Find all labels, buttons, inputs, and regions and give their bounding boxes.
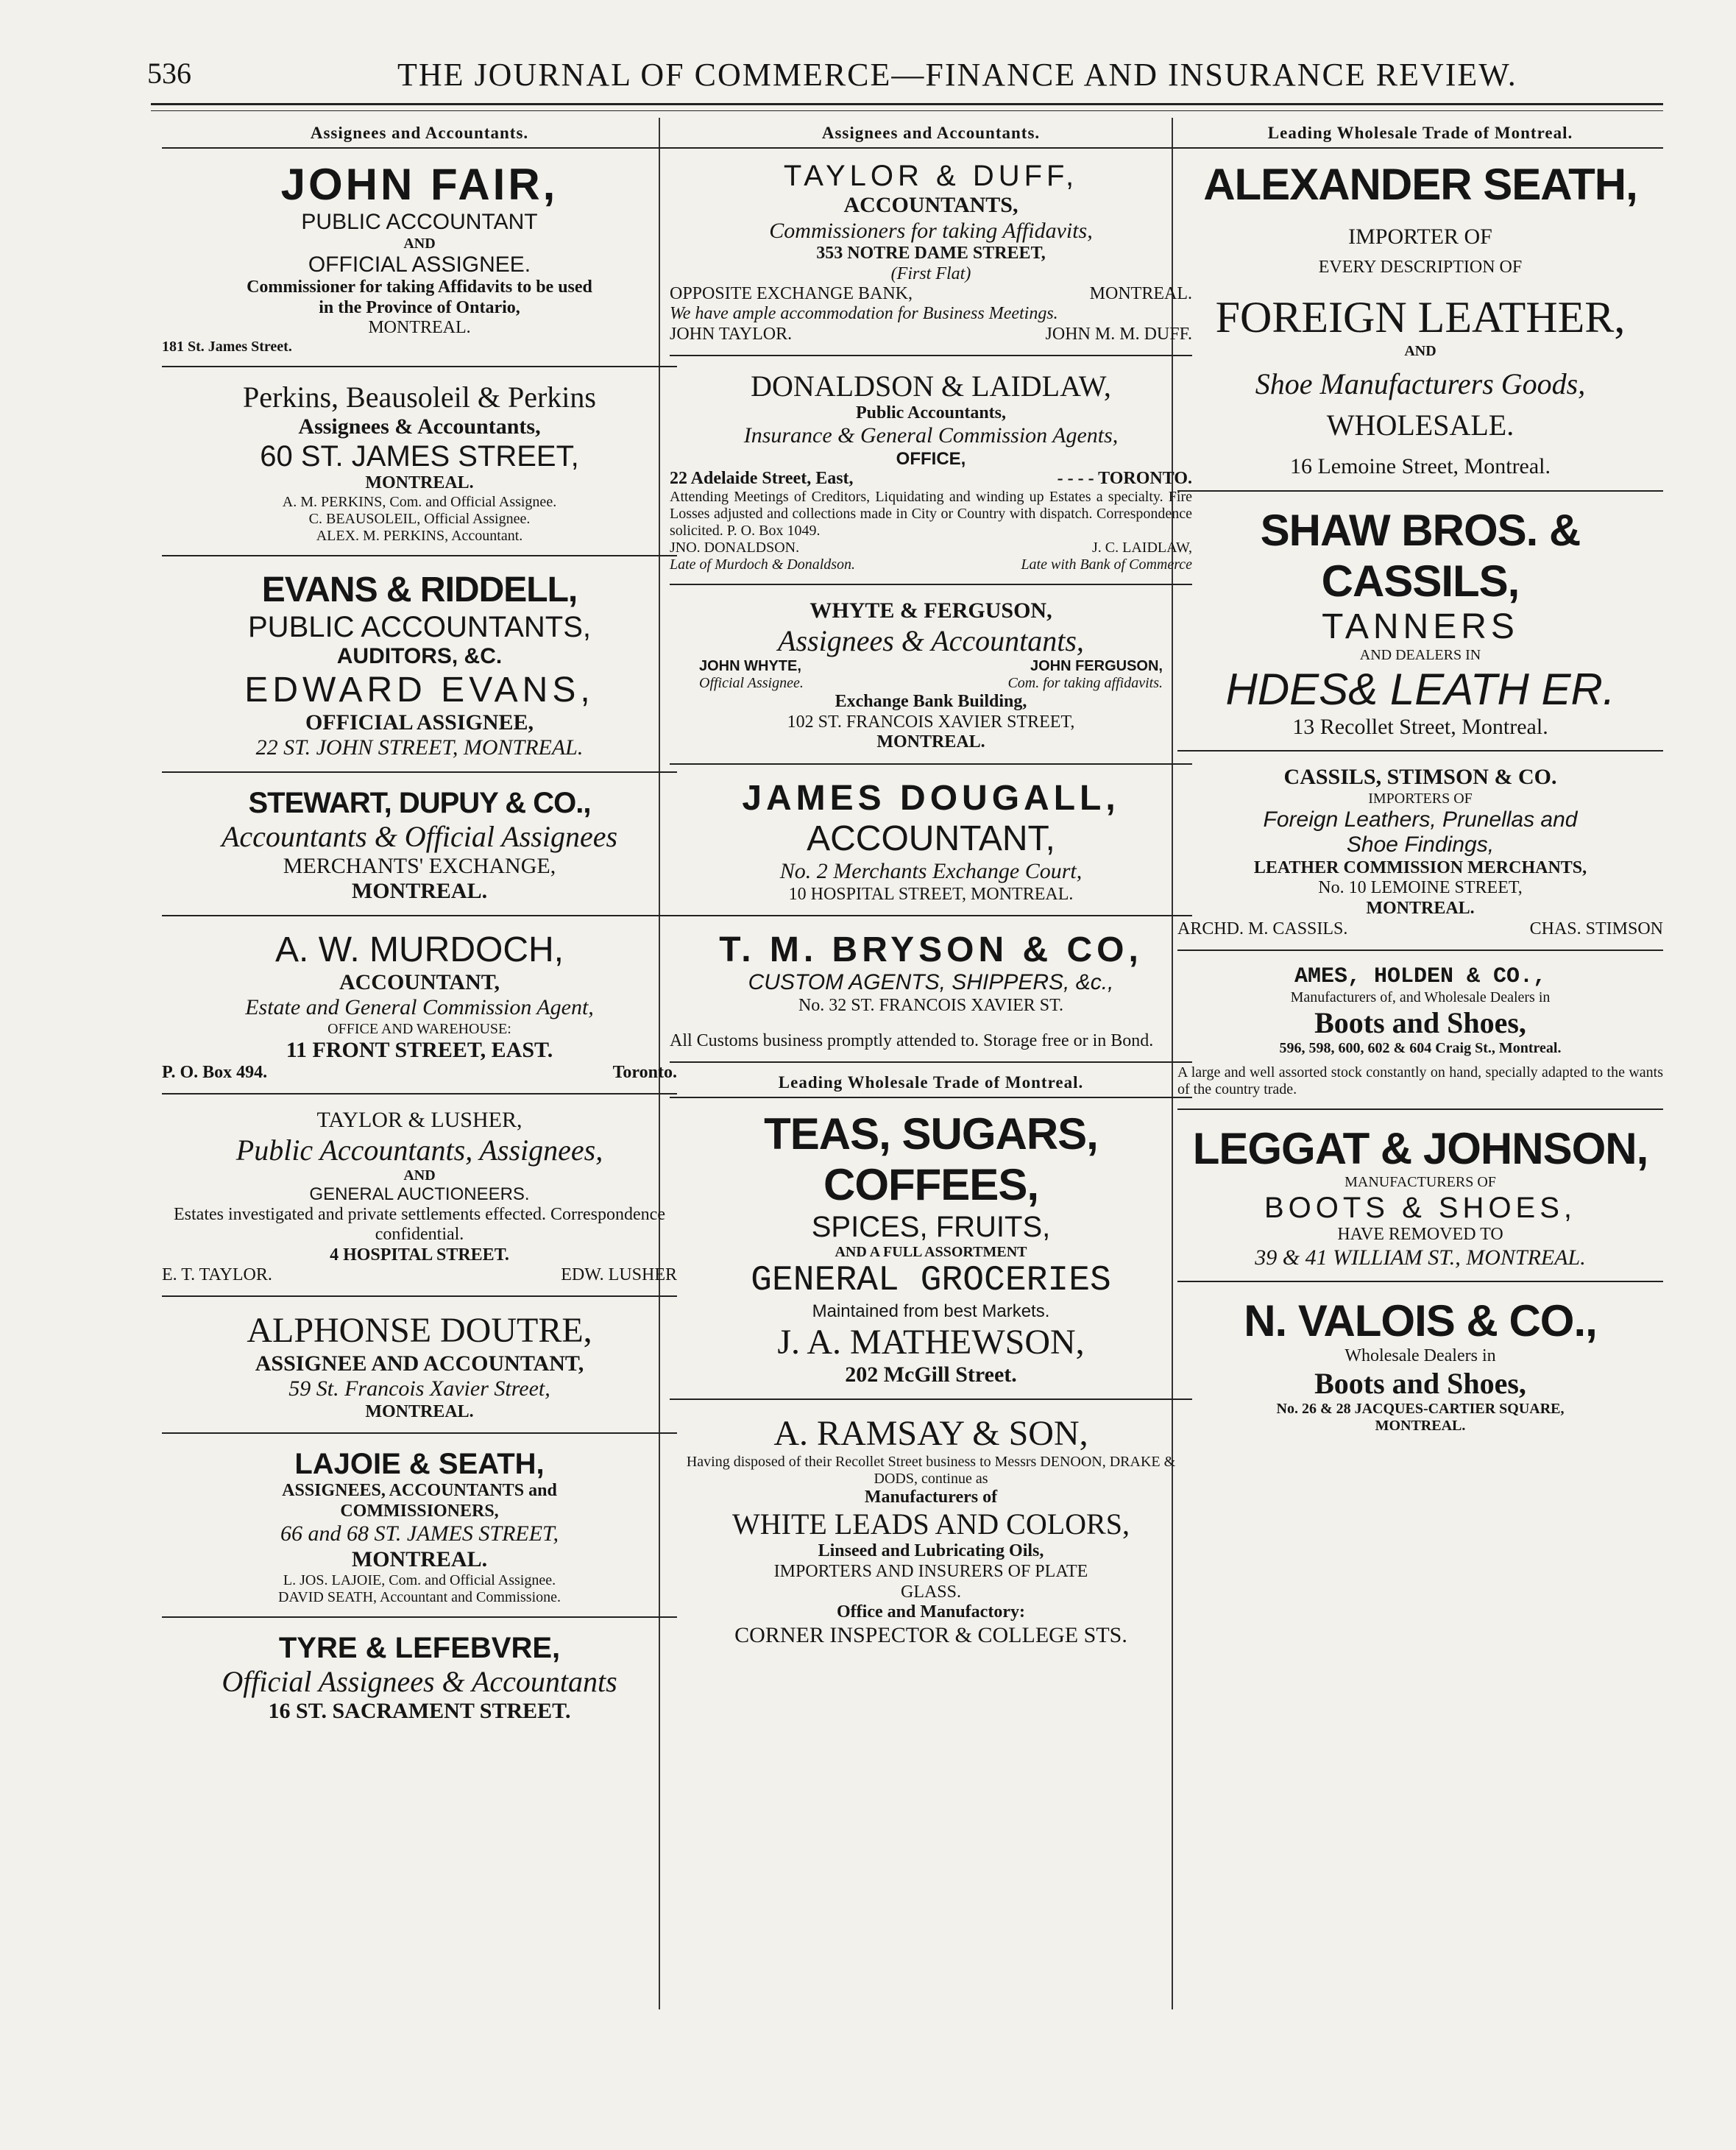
ad-line: Shoe Manufacturers Goods, bbox=[1255, 367, 1586, 401]
ad-row bbox=[670, 284, 1192, 304]
ad-evans-riddell bbox=[162, 567, 677, 773]
section-heading: Assignees and Accountants. bbox=[670, 124, 1192, 149]
ad-line: HAVE REMOVED TO bbox=[1337, 1225, 1503, 1245]
ad-line: Manufacturers of, and Wholesale Dealers in bbox=[1290, 989, 1551, 1006]
ad-line: MONTREAL. bbox=[1366, 898, 1475, 918]
ad-address: No. 32 ST. FRANCOIS XAVIER ST. bbox=[798, 995, 1064, 1015]
ad-line: DAVID SEATH, Accountant and Commissione. bbox=[277, 1589, 561, 1606]
ad-line: Wholesale Dealers in bbox=[1344, 1346, 1496, 1366]
ad-line: J. C. LAIDLAW, bbox=[1092, 540, 1192, 556]
ad-line: CUSTOM AGENTS, SHIPPERS, &c., bbox=[748, 970, 1114, 995]
ad-address: 16 ST. SACRAMENT STREET. bbox=[268, 1699, 571, 1724]
ad-line: Estate and General Commission Agent, bbox=[245, 995, 594, 1020]
column-3 bbox=[1177, 124, 1663, 1455]
ad-headline: FOREIGN LEATHER, bbox=[1215, 293, 1626, 342]
ad-line: MANUFACTURERS OF bbox=[1344, 1174, 1496, 1191]
ad-footer-row bbox=[670, 325, 1192, 344]
ad-address: 4 HOSPITAL STREET. bbox=[330, 1245, 509, 1265]
ad-line: - - - - TORONTO. bbox=[1057, 469, 1192, 489]
ad-line: MONTREAL. bbox=[1375, 1417, 1466, 1434]
ad-taylor-lusher bbox=[162, 1105, 677, 1297]
ad-line: JOHN FERGUSON, bbox=[1030, 657, 1163, 674]
ad-line: LEATHER COMMISSION MERCHANTS, bbox=[1253, 857, 1587, 877]
ad-name: A. RAMSAY & SON, bbox=[773, 1413, 1088, 1453]
ad-name: LAJOIE & SEATH, bbox=[294, 1448, 545, 1481]
ad-footer-row bbox=[162, 1063, 677, 1083]
ad-line: Commissioner for taking Affidavits to be used bbox=[247, 277, 592, 297]
ad-line: JNO. DONALDSON. bbox=[670, 540, 800, 556]
ad-line: GENERAL AUCTIONEERS. bbox=[309, 1184, 530, 1204]
ad-name: TAYLOR & DUFF, bbox=[783, 160, 1079, 192]
ad-murdoch bbox=[162, 927, 677, 1095]
page-header bbox=[147, 52, 1663, 103]
ad-line: PUBLIC ACCOUNTANT bbox=[301, 210, 538, 234]
ad-ramsay bbox=[670, 1410, 1192, 1659]
ad-headline: TEAS, SUGARS, COFFEES, bbox=[764, 1109, 1098, 1210]
ad-body: A large and well assorted stock constantly on hand, specially adapted to the wants of the country trade. bbox=[1177, 1064, 1663, 1098]
ad-line: JOHN TAYLOR. bbox=[670, 324, 793, 344]
ad-body: Having disposed of their Recollet Street business to Messrs DENOON, DRAKE & DODS, continue as bbox=[686, 1453, 1176, 1487]
ad-address: 66 and 68 ST. JAMES STREET, bbox=[280, 1521, 559, 1546]
ad-line: AUDITORS, &C. bbox=[336, 644, 503, 669]
ad-row bbox=[670, 556, 1192, 573]
header-rule bbox=[151, 103, 1663, 105]
ad-line: GENERAL GROCERIES bbox=[751, 1261, 1111, 1301]
ad-line: E. T. TAYLOR. bbox=[162, 1265, 272, 1285]
ad-line: ARCHD. M. CASSILS. bbox=[1177, 919, 1348, 938]
ad-name: JOHN FAIR, bbox=[280, 160, 559, 209]
section-heading: Assignees and Accountants. bbox=[162, 124, 677, 149]
ad-name: Perkins, Beausoleil & Perkins bbox=[243, 380, 596, 414]
ad-line: P. O. Box 494. bbox=[162, 1063, 268, 1083]
ad-line: Public Accountants, Assignees, bbox=[235, 1133, 603, 1167]
ad-name: J. A. MATHEWSON, bbox=[777, 1322, 1085, 1362]
ad-leggat-johnson bbox=[1177, 1120, 1663, 1282]
ad-line: MONTREAL. bbox=[351, 1546, 488, 1571]
ad-line: IMPORTER OF bbox=[1348, 224, 1492, 249]
ad-line: Toronto. bbox=[612, 1063, 677, 1083]
ad-name: TYRE & LEFEBVRE, bbox=[278, 1632, 561, 1665]
ad-address: No. 26 & 28 JACQUES-CARTIER SQUARE, bbox=[1276, 1400, 1565, 1417]
ad-stewart-dupuy bbox=[162, 783, 677, 916]
ad-line: IMPORTERS OF bbox=[1368, 790, 1473, 807]
ad-line: Insurance & General Commission Agents, bbox=[743, 423, 1119, 448]
ad-line: OFFICE AND WAREHOUSE: bbox=[327, 1020, 511, 1037]
ad-lajoie-seath bbox=[162, 1444, 677, 1618]
ad-address: 181 St. James Street. bbox=[162, 338, 292, 355]
ad-line: ACCOUNTANTS, bbox=[843, 193, 1018, 217]
ad-line: Accountants & Official Assignees bbox=[221, 819, 618, 853]
ad-row bbox=[670, 540, 1192, 556]
ad-line: EDW. LUSHER bbox=[561, 1265, 677, 1285]
ad-line: Official Assignees & Accountants bbox=[222, 1665, 617, 1699]
ad-line: MONTREAL. bbox=[368, 318, 471, 338]
ad-line: OFFICIAL ASSIGNEE, bbox=[305, 710, 534, 735]
ad-name: DONALDSON & LAIDLAW, bbox=[751, 369, 1111, 403]
journal-title: THE JOURNAL OF COMMERCE—FINANCE AND INSURANCE REVIEW. bbox=[397, 57, 1517, 93]
ad-line: CHAS. STIMSON bbox=[1529, 919, 1663, 938]
ad-line: AND DEALERS IN bbox=[1359, 646, 1481, 663]
ad-line: MONTREAL. bbox=[876, 732, 985, 752]
ad-address: 353 NOTRE DAME STREET, bbox=[816, 244, 1046, 263]
ad-line: Foreign Leathers, Prunellas and bbox=[1263, 807, 1578, 832]
ad-line: EVERY DESCRIPTION OF bbox=[1318, 257, 1523, 277]
ad-address: 16 Lemoine Street, Montreal. bbox=[1289, 454, 1551, 479]
page-number: 536 bbox=[147, 57, 191, 90]
ad-valois bbox=[1177, 1293, 1663, 1445]
ad-line: GLASS. bbox=[900, 1582, 962, 1602]
ad-name: SHAW BROS. & CASSILS, bbox=[1260, 505, 1581, 606]
ad-line: Shoe Findings, bbox=[1346, 832, 1495, 857]
ad-name: STEWART, DUPUY & CO., bbox=[248, 786, 591, 819]
ad-bryson bbox=[670, 927, 1192, 1063]
ad-shaw-cassils bbox=[1177, 502, 1663, 752]
ad-line: We have ample accommodation for Business Meetings. bbox=[670, 304, 1058, 324]
ad-address: 202 McGill Street. bbox=[845, 1362, 1017, 1387]
ad-address: 60 ST. JAMES STREET, bbox=[260, 440, 579, 473]
ad-line: Late of Murdoch & Donaldson. bbox=[670, 556, 856, 573]
ad-footer-row bbox=[1177, 919, 1663, 939]
ad-line: Estates investigated and private settlements effected. Correspondence confidential. bbox=[174, 1204, 665, 1245]
ad-line: TANNERS bbox=[1322, 607, 1519, 646]
ad-line: Public Accountants, bbox=[855, 403, 1007, 422]
ad-line: SPICES, FRUITS, bbox=[811, 1211, 1051, 1244]
ad-john-fair bbox=[162, 156, 677, 367]
ad-line: Late with Bank of Commerce bbox=[1021, 556, 1192, 573]
ad-line: BOOTS & SHOES, bbox=[1264, 1192, 1577, 1225]
ad-address: 59 St. Francois Xavier Street, bbox=[288, 1376, 550, 1401]
ad-line: MONTREAL. bbox=[351, 879, 488, 904]
ad-line: ACCOUNTANT, bbox=[339, 969, 500, 994]
ad-line: AND bbox=[1404, 343, 1436, 360]
ad-line: Linseed and Lubricating Oils, bbox=[818, 1541, 1044, 1561]
ad-line: COMMISSIONERS, bbox=[340, 1501, 499, 1521]
ad-address: 11 FRONT STREET, EAST. bbox=[286, 1037, 553, 1062]
ad-line: MONTREAL. bbox=[1089, 284, 1192, 304]
ad-address: No. 10 LEMOINE STREET, bbox=[1318, 878, 1523, 898]
ad-name: N. VALOIS & CO., bbox=[1244, 1296, 1597, 1346]
column-2 bbox=[670, 124, 1192, 1669]
ad-address: CORNER INSPECTOR & COLLEGE STS. bbox=[734, 1622, 1127, 1647]
ad-james-dougall bbox=[670, 775, 1192, 916]
ad-line: JOHN M. M. DUFF. bbox=[1045, 324, 1192, 344]
ad-line: C. BEAUSOLEIL, Official Assignee. bbox=[308, 510, 531, 527]
ad-line: IMPORTERS AND INSURERS OF PLATE bbox=[773, 1561, 1088, 1581]
ad-body: Attending Meetings of Creditors, Liquidating and winding up Estates a specialty. Fire Losses adjusted and collections made in City or Country with dispatch. Correspondence solicited. P. O. Box 1049. bbox=[670, 489, 1192, 540]
ad-address: 22 Adelaide Street, East, bbox=[670, 469, 854, 489]
ad-name: CASSILS, STIMSON & CO. bbox=[1283, 765, 1557, 790]
ad-line: OFFICIAL ASSIGNEE. bbox=[308, 252, 531, 277]
ad-line: A. M. PERKINS, Com. and Official Assignee. bbox=[282, 493, 557, 510]
ad-mathewson bbox=[670, 1106, 1192, 1399]
ad-name: ALEXANDER SEATH, bbox=[1203, 160, 1637, 209]
ad-line: ALEX. M. PERKINS, Accountant. bbox=[316, 527, 523, 544]
ad-tyre-lefebvre bbox=[162, 1628, 677, 1735]
ad-name: LEGGAT & JOHNSON, bbox=[1192, 1124, 1648, 1174]
ad-line: EDWARD EVANS, bbox=[244, 670, 595, 710]
section-heading: Leading Wholesale Trade of Montreal. bbox=[1177, 124, 1663, 149]
ad-name: A. W. MURDOCH, bbox=[275, 930, 564, 969]
ad-name: EVANS & RIDDELL, bbox=[261, 570, 578, 609]
ad-line: WHITE LEADS AND COLORS, bbox=[732, 1507, 1130, 1541]
ad-donaldson-laidlaw bbox=[670, 367, 1192, 586]
ad-line: (First Flat) bbox=[890, 264, 971, 283]
ad-address: 102 ST. FRANCOIS XAVIER STREET, bbox=[787, 712, 1075, 732]
ad-line: MONTREAL. bbox=[365, 473, 474, 493]
ad-line: Manufacturers of bbox=[864, 1487, 998, 1507]
ad-line: ASSIGNEE AND ACCOUNTANT, bbox=[255, 1351, 584, 1376]
ad-line: MONTREAL. bbox=[365, 1401, 474, 1421]
ad-line: JOHN WHYTE, bbox=[699, 657, 801, 674]
ad-line: WHOLESALE. bbox=[1326, 409, 1514, 442]
ad-line: Assignees & Accountants, bbox=[298, 414, 541, 439]
ad-line: AND A FULL ASSORTMENT bbox=[835, 1244, 1027, 1261]
ad-taylor-duff bbox=[670, 156, 1192, 356]
ad-line: Official Assignee. bbox=[699, 674, 804, 691]
ad-line: Office and Manufactory: bbox=[837, 1602, 1025, 1622]
ad-alexander-seath bbox=[1177, 156, 1663, 492]
ad-footer-row bbox=[162, 1265, 677, 1285]
ad-body: All Customs business promptly attended to. Storage free or in Bond. bbox=[670, 1030, 1154, 1050]
ad-line: PUBLIC ACCOUNTANTS, bbox=[248, 611, 591, 644]
ad-name: ALPHONSE DOUTRE, bbox=[247, 1311, 592, 1351]
ad-line: Exchange Bank Building, bbox=[835, 691, 1027, 711]
ad-row bbox=[670, 658, 1192, 675]
ad-row bbox=[670, 469, 1192, 489]
ad-line: L. JOS. LAJOIE, Com. and Official Assignee. bbox=[283, 1572, 556, 1589]
ad-address: 10 HOSPITAL STREET, MONTREAL. bbox=[788, 884, 1074, 904]
ad-line: OFFICE, bbox=[896, 448, 966, 469]
ad-address: 13 Recollet Street, Montreal. bbox=[1292, 714, 1548, 739]
ad-line: Com. for taking affidavits. bbox=[1007, 674, 1163, 691]
ad-line: Boots and Shoes, bbox=[1314, 1006, 1526, 1040]
ad-line: ACCOUNTANT, bbox=[807, 818, 1055, 858]
column-1 bbox=[162, 124, 677, 1745]
ad-line: Assignees & Accountants, bbox=[778, 623, 1084, 657]
ad-line: No. 2 Merchants Exchange Court, bbox=[779, 859, 1083, 884]
ad-address: 596, 598, 600, 602 & 604 Craig St., Montreal. bbox=[1279, 1040, 1562, 1057]
ad-whyte-ferguson bbox=[670, 595, 1192, 764]
ad-headline: HDES& LEATH ER. bbox=[1225, 664, 1615, 714]
ad-line: AND bbox=[403, 235, 436, 252]
ad-line: AND bbox=[403, 1167, 436, 1184]
ad-address: 22 ST. JOHN STREET, MONTREAL. bbox=[255, 735, 584, 760]
ad-line: Boots and Shoes, bbox=[1314, 1366, 1526, 1400]
ad-line: MERCHANTS' EXCHANGE, bbox=[283, 853, 556, 878]
ad-line: in the Province of Ontario, bbox=[319, 297, 520, 317]
ad-line: Commissioners for taking Affidavits, bbox=[769, 218, 1093, 243]
ad-line: OPPOSITE EXCHANGE BANK, bbox=[670, 284, 913, 304]
ad-line: ASSIGNEES, ACCOUNTANTS and bbox=[282, 1481, 557, 1501]
ad-name: WHYTE & FERGUSON, bbox=[809, 598, 1052, 623]
ad-line: Maintained from best Markets. bbox=[812, 1301, 1050, 1322]
ad-ames-holden bbox=[1177, 961, 1663, 1111]
ad-name: JAMES DOUGALL, bbox=[742, 778, 1120, 818]
ad-perkins bbox=[162, 378, 677, 556]
ad-cassils-stimson bbox=[1177, 762, 1663, 950]
header-rule-thin bbox=[151, 110, 1663, 111]
ad-name: T. M. BRYSON & CO, bbox=[719, 930, 1143, 970]
ad-address: 39 & 41 WILLIAM ST., MONTREAL. bbox=[1255, 1245, 1586, 1270]
section-heading: Leading Wholesale Trade of Montreal. bbox=[670, 1073, 1192, 1098]
ad-row bbox=[670, 675, 1192, 692]
ad-name: AMES, HOLDEN & CO., bbox=[1294, 963, 1547, 989]
ad-name: TAYLOR & LUSHER, bbox=[316, 1108, 522, 1133]
ad-doutre bbox=[162, 1307, 677, 1434]
